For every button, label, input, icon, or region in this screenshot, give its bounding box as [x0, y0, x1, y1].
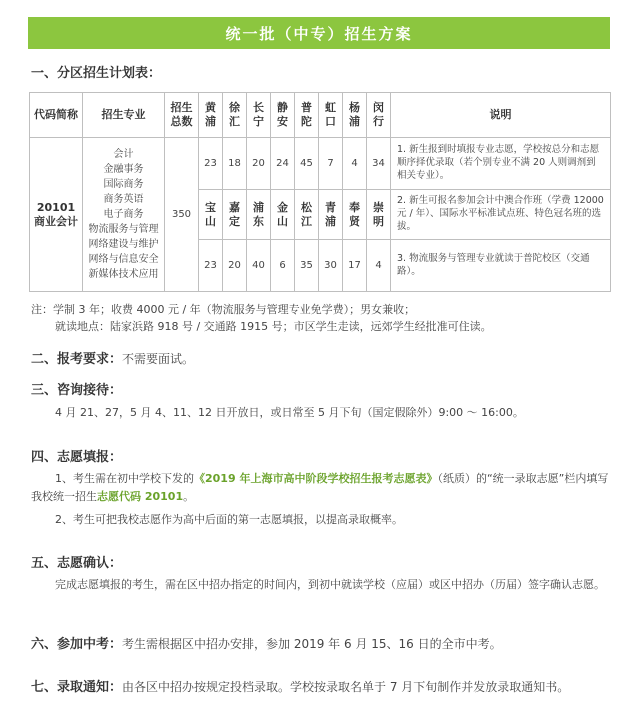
district-name: 奉贤: [343, 190, 367, 240]
district-name: 虹口: [319, 93, 343, 138]
section-admission: [31, 676, 569, 695]
confirm-text: 完成志愿填报的考生，需在区中招办指定的时间内，到初中就读学校（应届）或区中招办（历届）签字确认志愿。: [55, 578, 605, 591]
district-name: 崇明: [367, 190, 391, 240]
list-item: 金融事务: [103, 164, 144, 175]
list-item: 新媒体技术应用: [88, 269, 159, 280]
district-name: 普陀: [295, 93, 319, 138]
quota-value: 40: [247, 240, 271, 292]
section-requirements: [31, 348, 194, 367]
header-total: 招生总数: [165, 93, 199, 138]
section-heading: 六、参加中考：: [31, 637, 123, 652]
quota-value: 23: [199, 138, 223, 190]
list-item: 电子商务: [103, 209, 144, 220]
section-text: 由各区中招办按规定投档录取。学校按录取名单于 7 月下旬制作并发放录取通知书。: [122, 680, 570, 694]
application-paragraph-2: 2、考生可把我校志愿作为高中后面的第一志愿填报，以提高录取概率。: [55, 513, 403, 526]
application-paragraph-1: 1、考生需在初中学校下发的《2019 年上海市高中阶段学校招生报考志愿表》（纸质）的“统一录取志愿”栏内填写我校统一招生志愿代码 20101。: [31, 472, 609, 503]
description-note-1: 1. 新生报到时填报专业志愿，学校按总分和志愿顺序择优录取（若个别专业不满 20 人则调剂到相关专业）。: [391, 138, 611, 190]
quota-value: 20: [247, 138, 271, 190]
footnote-line-1: 注：学制 3 年；收费 4000 元 / 年（物流服务与管理专业免学费）；男女兼收；: [31, 303, 416, 316]
list-item: 国际商务: [103, 179, 144, 190]
quota-value: 6: [271, 240, 295, 292]
list-item: 商务英语: [103, 194, 144, 205]
school-code: 志愿代码 20101: [97, 490, 184, 503]
list-item: 网络与信息安全: [88, 254, 159, 265]
total-quota-cell: 350: [165, 138, 199, 292]
section-heading: 二、报考要求：: [31, 352, 123, 367]
district-name: 青浦: [319, 190, 343, 240]
quota-value: 45: [295, 138, 319, 190]
list-item: 网络建设与维护: [88, 239, 159, 250]
section-exam: [31, 633, 502, 652]
district-name: 静安: [271, 93, 295, 138]
quota-value: 20: [223, 240, 247, 292]
list-item: 物流服务与管理: [88, 224, 159, 235]
district-name: 杨浦: [343, 93, 367, 138]
quota-value: 35: [295, 240, 319, 292]
section-text: 考生需根据区中招办安排，参加 2019 年 6 月 15、16 日的全市中考。: [122, 637, 502, 651]
district-name: 金山: [271, 190, 295, 240]
page-title: 统一批（中专）招生方案: [225, 24, 413, 43]
section-heading-application: 四、志愿填报：: [31, 450, 123, 465]
quota-value: 7: [319, 138, 343, 190]
consult-text: 4 月 21、27，5 月 4、11、12 日开放日，或日常至 5 月下旬（国定假除外）9:00 ～ 16:00。: [55, 406, 524, 419]
quota-value: 18: [223, 138, 247, 190]
list-item: 会计: [113, 149, 134, 160]
description-note-2: 2. 新生可报名参加会计中澳合作班（学费 12000 元 / 年）、国际水平标准试点班、特色冠名班的选拔。: [391, 190, 611, 240]
quota-value: 30: [319, 240, 343, 292]
section-heading-plan: 一、分区招生计划表：: [31, 66, 162, 81]
district-name: 浦东: [247, 190, 271, 240]
district-name: 黄浦: [199, 93, 223, 138]
district-name: 长宁: [247, 93, 271, 138]
form-name: 《2019 年上海市高中阶段学校招生报考志愿表》: [194, 472, 438, 485]
section-heading: 七、录取通知：: [31, 680, 123, 695]
program-code-cell: 20101 商业会计: [30, 138, 83, 292]
district-name: 徐汇: [223, 93, 247, 138]
major-list-cell: [83, 138, 165, 292]
header-major: 招生专业: [83, 93, 165, 138]
quota-value: 4: [343, 138, 367, 190]
header-description: 说明: [391, 93, 611, 138]
section-heading-consult: 三、咨询接待：: [31, 383, 123, 398]
section-heading-confirm: 五、志愿确认：: [31, 556, 123, 571]
enrollment-plan-table: [29, 92, 611, 292]
quota-value: 34: [367, 138, 391, 190]
district-name: 宝山: [199, 190, 223, 240]
description-note-3: 3. 物流服务与管理专业就读于普陀校区（交通路）。: [391, 240, 611, 292]
quota-value: 23: [199, 240, 223, 292]
header-code: 代码简称: [30, 93, 83, 138]
footnote-line-2: 就读地点：陆家浜路 918 号 / 交通路 1915 号；市区学生走读，远郊学生经批准可住读。: [55, 320, 492, 333]
section-text: 不需要面试。: [122, 352, 195, 366]
district-name: 闵行: [367, 93, 391, 138]
district-name: 嘉定: [223, 190, 247, 240]
page-title-banner: [28, 17, 610, 49]
district-name: 松江: [295, 190, 319, 240]
quota-value: 4: [367, 240, 391, 292]
quota-value: 17: [343, 240, 367, 292]
table-row: [30, 138, 611, 190]
table-header-row: [30, 93, 611, 138]
quota-value: 24: [271, 138, 295, 190]
